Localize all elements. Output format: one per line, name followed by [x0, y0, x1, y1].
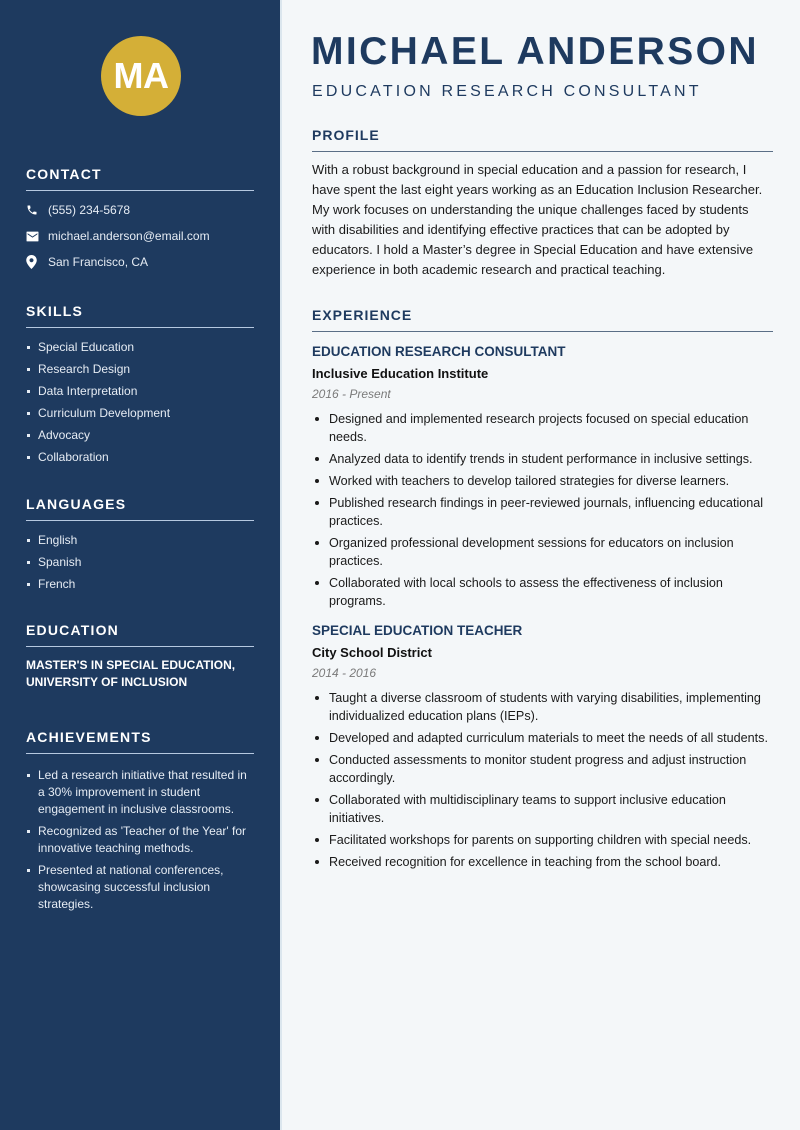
education-line-2: UNIVERSITY OF INCLUSION: [26, 675, 188, 689]
skill-item: Collaboration: [26, 449, 254, 466]
job-entry: [312, 343, 773, 610]
job-bullet: Conducted assessments to monitor student progress and adjust instruction accordingly.: [312, 751, 773, 787]
education-line-1: MASTER'S IN SPECIAL EDUCATION,: [26, 658, 236, 672]
languages-section: [26, 496, 254, 598]
achievement-item: Led a research initiative that resulted in a 30% improvement in student engagement in inclusive classrooms.: [26, 767, 254, 818]
education-heading: EDUCATION: [26, 622, 254, 647]
achievements-list: [26, 767, 254, 913]
contact-phone[interactable]: [26, 197, 254, 223]
skill-item: Data Interpretation: [26, 383, 254, 400]
job-bullet: Developed and adapted curriculum materials to meet the needs of all students.: [312, 729, 773, 747]
language-item: French: [26, 576, 254, 593]
skills-section: [26, 303, 254, 471]
language-item: Spanish: [26, 554, 254, 571]
experience-section: [312, 307, 773, 875]
location-text: San Francisco, CA: [48, 255, 149, 269]
achievements-section: [26, 729, 254, 918]
job-bullet: Designed and implemented research projects focused on special education needs.: [312, 410, 773, 446]
profile-text: With a robust background in special education and a passion for research, I have spent the last eight years working as an Education Inclusion Researcher. My work focuses on understanding the unique challenges faced by students with disabilities and identifying effective practices that can be adopted by educators. I hold a Master’s degree in Special Education and have extensive experience in both academic research and practical teaching.: [312, 162, 763, 277]
job-bullet: Taught a diverse classroom of students with varying disabilities, implementing individualized education plans (IEPs).: [312, 689, 773, 725]
education-degree: [26, 657, 254, 691]
achievements-heading: ACHIEVEMENTS: [26, 729, 254, 754]
profile-section: [312, 127, 773, 280]
location-pin-icon: [26, 255, 48, 269]
job-title: EDUCATION RESEARCH CONSULTANT: [312, 344, 566, 359]
skills-list: [26, 339, 254, 466]
candidate-name: MICHAEL ANDERSON: [311, 30, 759, 73]
job-bullet: Organized professional development sessions for educators on inclusion practices.: [312, 534, 773, 570]
job-dates: 2016 - Present: [312, 387, 391, 401]
skill-item: Special Education: [26, 339, 254, 356]
email-text: michael.anderson@email.com: [48, 229, 210, 243]
avatar: [101, 36, 181, 116]
skills-heading: SKILLS: [26, 303, 254, 328]
job-title: SPECIAL EDUCATION TEACHER: [312, 623, 523, 638]
achievement-item: Recognized as 'Teacher of the Year' for innovative teaching methods.: [26, 823, 254, 857]
skill-item: Curriculum Development: [26, 405, 254, 422]
job-bullet: Collaborated with multidisciplinary teams to support inclusive education initiatives.: [312, 791, 773, 827]
education-section: [26, 622, 254, 691]
avatar-initials: MA: [113, 55, 169, 96]
job-bullets: [312, 410, 773, 610]
contact-heading: CONTACT: [26, 166, 254, 191]
skill-item: Research Design: [26, 361, 254, 378]
job-bullet: Analyzed data to identify trends in student performance in inclusive settings.: [312, 450, 773, 468]
email-icon: [26, 231, 48, 242]
job-bullets: [312, 689, 773, 871]
languages-heading: LANGUAGES: [26, 496, 254, 521]
contact-section: [26, 166, 254, 275]
achievement-item: Presented at national conferences, showcasing successful inclusion strategies.: [26, 862, 254, 913]
language-item: English: [26, 532, 254, 549]
profile-heading: PROFILE: [312, 127, 773, 152]
contact-location: [26, 249, 254, 275]
contact-email[interactable]: [26, 223, 254, 249]
skill-item: Advocacy: [26, 427, 254, 444]
job-bullet: Worked with teachers to develop tailored strategies for diverse learners.: [312, 472, 773, 490]
job-bullet: Collaborated with local schools to assess the effectiveness of inclusion programs.: [312, 574, 773, 610]
job-bullet: Facilitated workshops for parents on supporting children with special needs.: [312, 831, 773, 849]
job-bullet: Published research findings in peer-reviewed journals, influencing educational practices.: [312, 494, 773, 530]
experience-heading: EXPERIENCE: [312, 307, 773, 332]
phone-text: (555) 234-5678: [48, 203, 131, 217]
languages-list: [26, 532, 254, 593]
candidate-title: EDUCATION RESEARCH CONSULTANT: [312, 83, 702, 100]
job-company: Inclusive Education Institute: [312, 366, 489, 381]
job-bullet: Received recognition for excellence in teaching from the school board.: [312, 853, 773, 871]
job-entry: [312, 622, 773, 871]
sidebar: [0, 0, 280, 1130]
job-dates: 2014 - 2016: [312, 666, 377, 680]
phone-icon: [26, 204, 48, 216]
main-content: [280, 0, 800, 1130]
job-company: City School District: [312, 645, 432, 660]
